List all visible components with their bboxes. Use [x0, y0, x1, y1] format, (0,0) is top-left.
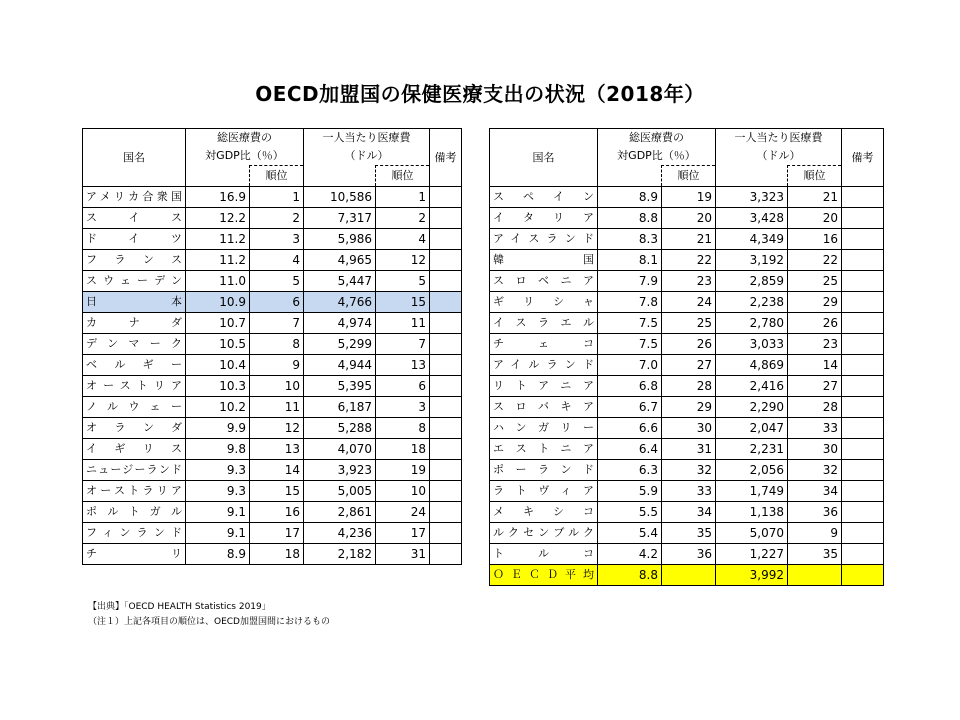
gdp-rank: 27	[662, 355, 716, 376]
remarks-cell	[842, 418, 884, 439]
per-capita: 1,227	[716, 544, 788, 565]
gdp-ratio: 5.9	[598, 481, 662, 502]
table-row	[83, 481, 462, 502]
gdp-rank: 36	[662, 544, 716, 565]
gdp-ratio: 9.9	[186, 418, 250, 439]
gdp-ratio: 10.2	[186, 397, 250, 418]
table-row	[490, 229, 884, 250]
per-capita: 2,182	[304, 544, 376, 565]
country-name: チェコ	[490, 334, 598, 355]
per-capita: 2,780	[716, 313, 788, 334]
gdp-ratio: 9.1	[186, 502, 250, 523]
country-name: アイスランド	[490, 229, 598, 250]
gdp-rank	[662, 565, 716, 586]
remarks-cell	[842, 523, 884, 544]
gdp-rank: 28	[662, 376, 716, 397]
gdp-ratio: 10.3	[186, 376, 250, 397]
table-row	[490, 292, 884, 313]
oecd-table-left	[82, 128, 462, 565]
remarks-cell	[842, 208, 884, 229]
per-capita: 6,187	[304, 397, 376, 418]
gdp-ratio: 8.8	[598, 208, 662, 229]
header-rank: 順位	[788, 166, 842, 187]
gdp-rank: 25	[662, 313, 716, 334]
header-rank: 順位	[376, 166, 430, 187]
remarks-cell	[842, 376, 884, 397]
header-remarks: 備考	[430, 129, 462, 187]
per-capita: 3,923	[304, 460, 376, 481]
per-capita: 5,005	[304, 481, 376, 502]
header-gap	[186, 166, 250, 187]
remarks-cell	[842, 502, 884, 523]
header-gdp-line2: 対GDP比（％）	[617, 149, 696, 162]
per-capita-rank: 24	[376, 502, 430, 523]
per-capita-rank: 4	[376, 229, 430, 250]
country-name: ハンガリー	[490, 418, 598, 439]
table-row	[490, 271, 884, 292]
per-capita: 2,238	[716, 292, 788, 313]
per-capita-rank: 21	[788, 187, 842, 208]
per-capita-rank: 17	[376, 523, 430, 544]
per-capita-rank: 31	[376, 544, 430, 565]
country-name: スロバキア	[490, 397, 598, 418]
gdp-ratio: 7.5	[598, 313, 662, 334]
country-name: アイルランド	[490, 355, 598, 376]
per-capita: 2,859	[716, 271, 788, 292]
country-name: 韓国	[490, 250, 598, 271]
remarks-cell	[430, 334, 462, 355]
gdp-ratio: 6.8	[598, 376, 662, 397]
per-capita-rank: 20	[788, 208, 842, 229]
table-row	[83, 229, 462, 250]
table-row	[490, 523, 884, 544]
header-country: 国名	[490, 129, 598, 187]
remarks-cell	[430, 397, 462, 418]
gdp-ratio: 11.0	[186, 271, 250, 292]
remarks-cell	[430, 460, 462, 481]
remarks-cell	[430, 439, 462, 460]
per-capita-rank: 16	[788, 229, 842, 250]
gdp-rank: 24	[662, 292, 716, 313]
country-name: リトアニア	[490, 376, 598, 397]
per-capita: 3,992	[716, 565, 788, 586]
gdp-rank: 22	[662, 250, 716, 271]
remarks-cell	[430, 481, 462, 502]
gdp-ratio: 6.4	[598, 439, 662, 460]
remarks-cell	[430, 544, 462, 565]
remarks-cell	[430, 271, 462, 292]
country-name: スペイン	[490, 187, 598, 208]
table-row	[490, 250, 884, 271]
gdp-ratio: 8.9	[186, 544, 250, 565]
per-capita: 4,944	[304, 355, 376, 376]
gdp-rank: 33	[662, 481, 716, 502]
header-remarks: 備考	[842, 129, 884, 187]
remarks-cell	[842, 292, 884, 313]
header-gdp-line1: 総医療費の	[629, 131, 684, 144]
header-per-line2: （ドル）	[344, 149, 389, 162]
per-capita: 7,317	[304, 208, 376, 229]
country-name: メキシコ	[490, 502, 598, 523]
country-name: ポーランド	[490, 460, 598, 481]
remarks-cell	[842, 334, 884, 355]
gdp-ratio: 9.3	[186, 481, 250, 502]
country-name: カナダ	[83, 313, 186, 334]
country-name: ギリシャ	[490, 292, 598, 313]
remarks-cell	[842, 460, 884, 481]
table-row	[490, 544, 884, 565]
per-capita-rank: 28	[788, 397, 842, 418]
table-row	[83, 250, 462, 271]
per-capita: 1,749	[716, 481, 788, 502]
remarks-cell	[430, 187, 462, 208]
gdp-ratio: 7.9	[598, 271, 662, 292]
per-capita: 5,986	[304, 229, 376, 250]
table-row	[83, 502, 462, 523]
gdp-ratio: 7.5	[598, 334, 662, 355]
per-capita-rank: 36	[788, 502, 842, 523]
per-capita-rank: 22	[788, 250, 842, 271]
per-capita: 4,869	[716, 355, 788, 376]
header-per-capita	[716, 129, 842, 166]
country-name: ポルトガル	[83, 502, 186, 523]
notes	[88, 600, 330, 630]
remarks-cell	[430, 523, 462, 544]
table-row	[490, 313, 884, 334]
remarks-cell	[842, 397, 884, 418]
per-capita: 2,047	[716, 418, 788, 439]
remarks-cell	[842, 313, 884, 334]
header-country: 国名	[83, 129, 186, 187]
table-row	[83, 292, 462, 313]
gdp-rank: 6	[250, 292, 304, 313]
country-name: ＯＥＣＤ平均	[490, 565, 598, 586]
table-row	[83, 355, 462, 376]
per-capita-rank: 23	[788, 334, 842, 355]
country-name: イスラエル	[490, 313, 598, 334]
per-capita: 4,070	[304, 439, 376, 460]
table-row	[490, 502, 884, 523]
gdp-rank: 17	[250, 523, 304, 544]
per-capita-rank: 34	[788, 481, 842, 502]
per-capita: 4,974	[304, 313, 376, 334]
country-name: オーストリア	[83, 376, 186, 397]
gdp-rank: 18	[250, 544, 304, 565]
gdp-rank: 10	[250, 376, 304, 397]
gdp-rank: 35	[662, 523, 716, 544]
per-capita: 5,070	[716, 523, 788, 544]
per-capita-rank: 2	[376, 208, 430, 229]
header-per-line1: 一人当たり医療費	[734, 131, 823, 144]
per-capita-rank: 9	[788, 523, 842, 544]
table-row	[83, 313, 462, 334]
remarks-cell	[842, 271, 884, 292]
remarks-cell	[842, 250, 884, 271]
per-capita: 2,231	[716, 439, 788, 460]
gdp-rank: 21	[662, 229, 716, 250]
gdp-ratio: 11.2	[186, 250, 250, 271]
country-name: スウェーデン	[83, 271, 186, 292]
gdp-rank: 3	[250, 229, 304, 250]
country-name: 日本	[83, 292, 186, 313]
country-name: トルコ	[490, 544, 598, 565]
per-capita-rank: 5	[376, 271, 430, 292]
gdp-ratio: 11.2	[186, 229, 250, 250]
per-capita-rank: 11	[376, 313, 430, 334]
remarks-cell	[430, 376, 462, 397]
country-name: スイス	[83, 208, 186, 229]
country-name: フィンランド	[83, 523, 186, 544]
table-row	[490, 355, 884, 376]
country-name: アメリカ合衆国	[83, 187, 186, 208]
country-name: ベルギー	[83, 355, 186, 376]
header-gdp-line2: 対GDP比（％）	[205, 149, 284, 162]
table-row	[490, 439, 884, 460]
gdp-ratio: 9.3	[186, 460, 250, 481]
remarks-cell	[842, 229, 884, 250]
per-capita-rank: 26	[788, 313, 842, 334]
gdp-ratio: 10.9	[186, 292, 250, 313]
gdp-ratio: 16.9	[186, 187, 250, 208]
per-capita: 2,056	[716, 460, 788, 481]
gdp-ratio: 9.8	[186, 439, 250, 460]
per-capita-rank: 35	[788, 544, 842, 565]
per-capita-rank: 12	[376, 250, 430, 271]
gdp-ratio: 10.5	[186, 334, 250, 355]
per-capita-rank: 13	[376, 355, 430, 376]
country-name: ニュージーランド	[83, 460, 186, 481]
table-row	[490, 481, 884, 502]
per-capita-rank: 10	[376, 481, 430, 502]
rank-note: （注１）上記各項目の順位は、OECD加盟国間におけるもの	[88, 617, 330, 627]
gdp-rank: 32	[662, 460, 716, 481]
gdp-ratio: 10.4	[186, 355, 250, 376]
per-capita-rank: 6	[376, 376, 430, 397]
table-row	[83, 544, 462, 565]
gdp-ratio: 5.5	[598, 502, 662, 523]
remarks-cell	[430, 229, 462, 250]
table-row	[83, 334, 462, 355]
gdp-rank: 14	[250, 460, 304, 481]
gdp-rank: 9	[250, 355, 304, 376]
gdp-ratio: 8.1	[598, 250, 662, 271]
per-capita-rank: 30	[788, 439, 842, 460]
gdp-rank: 1	[250, 187, 304, 208]
per-capita-rank: 33	[788, 418, 842, 439]
remarks-cell	[842, 187, 884, 208]
remarks-cell	[842, 481, 884, 502]
gdp-ratio: 8.8	[598, 565, 662, 586]
header-gap	[304, 166, 376, 187]
gdp-rank: 29	[662, 397, 716, 418]
table-row	[83, 460, 462, 481]
table-row	[83, 397, 462, 418]
remarks-cell	[430, 250, 462, 271]
country-name: オランダ	[83, 418, 186, 439]
remarks-cell	[430, 355, 462, 376]
per-capita: 5,395	[304, 376, 376, 397]
country-name: ラトヴィア	[490, 481, 598, 502]
header-gdp-ratio	[186, 129, 304, 166]
per-capita: 10,586	[304, 187, 376, 208]
per-capita: 4,766	[304, 292, 376, 313]
gdp-rank: 20	[662, 208, 716, 229]
gdp-rank: 11	[250, 397, 304, 418]
per-capita: 3,323	[716, 187, 788, 208]
per-capita-rank: 3	[376, 397, 430, 418]
header-rank: 順位	[250, 166, 304, 187]
gdp-ratio: 10.7	[186, 313, 250, 334]
per-capita: 3,428	[716, 208, 788, 229]
table-row	[490, 397, 884, 418]
header-per-line1: 一人当たり医療費	[322, 131, 411, 144]
gdp-rank: 19	[662, 187, 716, 208]
per-capita-rank: 29	[788, 292, 842, 313]
remarks-cell	[430, 502, 462, 523]
per-capita: 1,138	[716, 502, 788, 523]
country-name: オーストラリア	[83, 481, 186, 502]
per-capita-rank: 8	[376, 418, 430, 439]
gdp-rank: 30	[662, 418, 716, 439]
table-row	[490, 187, 884, 208]
country-name: スロベニア	[490, 271, 598, 292]
country-name: イギリス	[83, 439, 186, 460]
gdp-rank: 16	[250, 502, 304, 523]
oecd-table-right	[489, 128, 884, 586]
header-gdp-ratio	[598, 129, 716, 166]
per-capita-rank: 18	[376, 439, 430, 460]
table-row	[83, 271, 462, 292]
header-gap	[716, 166, 788, 187]
per-capita: 2,416	[716, 376, 788, 397]
gdp-ratio: 7.8	[598, 292, 662, 313]
table-row	[490, 334, 884, 355]
header-rank: 順位	[662, 166, 716, 187]
header-gdp-line1: 総医療費の	[217, 131, 272, 144]
per-capita: 4,236	[304, 523, 376, 544]
country-name: チリ	[83, 544, 186, 565]
table-row	[83, 439, 462, 460]
country-name: エストニア	[490, 439, 598, 460]
gdp-ratio: 6.6	[598, 418, 662, 439]
per-capita: 5,447	[304, 271, 376, 292]
per-capita-rank: 15	[376, 292, 430, 313]
gdp-ratio: 7.0	[598, 355, 662, 376]
per-capita-rank: 14	[788, 355, 842, 376]
gdp-ratio: 4.2	[598, 544, 662, 565]
country-name: ルクセンブルク	[490, 523, 598, 544]
table-row	[490, 208, 884, 229]
gdp-ratio: 6.7	[598, 397, 662, 418]
per-capita: 3,192	[716, 250, 788, 271]
page-title: OECD加盟国の保健医療支出の状況（2018年）	[255, 82, 705, 106]
gdp-ratio: 8.3	[598, 229, 662, 250]
remarks-cell	[842, 544, 884, 565]
per-capita-rank: 7	[376, 334, 430, 355]
gdp-rank: 13	[250, 439, 304, 460]
gdp-ratio: 5.4	[598, 523, 662, 544]
remarks-cell	[430, 418, 462, 439]
per-capita-rank: 1	[376, 187, 430, 208]
remarks-cell	[842, 565, 884, 586]
gdp-rank: 4	[250, 250, 304, 271]
gdp-rank: 8	[250, 334, 304, 355]
table-row	[83, 187, 462, 208]
country-name: ノルウェー	[83, 397, 186, 418]
gdp-rank: 12	[250, 418, 304, 439]
gdp-rank: 5	[250, 271, 304, 292]
table-row	[83, 376, 462, 397]
gdp-rank: 2	[250, 208, 304, 229]
per-capita: 4,965	[304, 250, 376, 271]
country-name: イタリア	[490, 208, 598, 229]
per-capita-rank	[788, 565, 842, 586]
table-row	[490, 460, 884, 481]
country-name: ドイツ	[83, 229, 186, 250]
gdp-rank: 7	[250, 313, 304, 334]
country-name: デンマーク	[83, 334, 186, 355]
table-row	[490, 376, 884, 397]
per-capita-rank: 25	[788, 271, 842, 292]
oecd-average-row	[490, 565, 884, 586]
table-row	[83, 523, 462, 544]
per-capita: 2,290	[716, 397, 788, 418]
gdp-rank: 23	[662, 271, 716, 292]
per-capita: 2,861	[304, 502, 376, 523]
gdp-ratio: 9.1	[186, 523, 250, 544]
table-row	[83, 418, 462, 439]
header-gap	[598, 166, 662, 187]
per-capita: 4,349	[716, 229, 788, 250]
gdp-rank: 26	[662, 334, 716, 355]
per-capita: 5,288	[304, 418, 376, 439]
table-row	[83, 208, 462, 229]
remarks-cell	[430, 208, 462, 229]
remarks-cell	[842, 439, 884, 460]
header-per-capita	[304, 129, 430, 166]
per-capita-rank: 27	[788, 376, 842, 397]
gdp-rank: 31	[662, 439, 716, 460]
gdp-rank: 15	[250, 481, 304, 502]
table-row	[490, 418, 884, 439]
per-capita: 3,033	[716, 334, 788, 355]
gdp-rank: 34	[662, 502, 716, 523]
remarks-cell	[430, 292, 462, 313]
per-capita-rank: 19	[376, 460, 430, 481]
remarks-cell	[842, 355, 884, 376]
remarks-cell	[430, 313, 462, 334]
country-name: フランス	[83, 250, 186, 271]
gdp-ratio: 8.9	[598, 187, 662, 208]
source-note: 【出典】「OECD HEALTH Statistics 2019」	[88, 602, 271, 612]
gdp-ratio: 6.3	[598, 460, 662, 481]
per-capita-rank: 32	[788, 460, 842, 481]
header-per-line2: （ドル）	[756, 149, 801, 162]
per-capita: 5,299	[304, 334, 376, 355]
gdp-ratio: 12.2	[186, 208, 250, 229]
